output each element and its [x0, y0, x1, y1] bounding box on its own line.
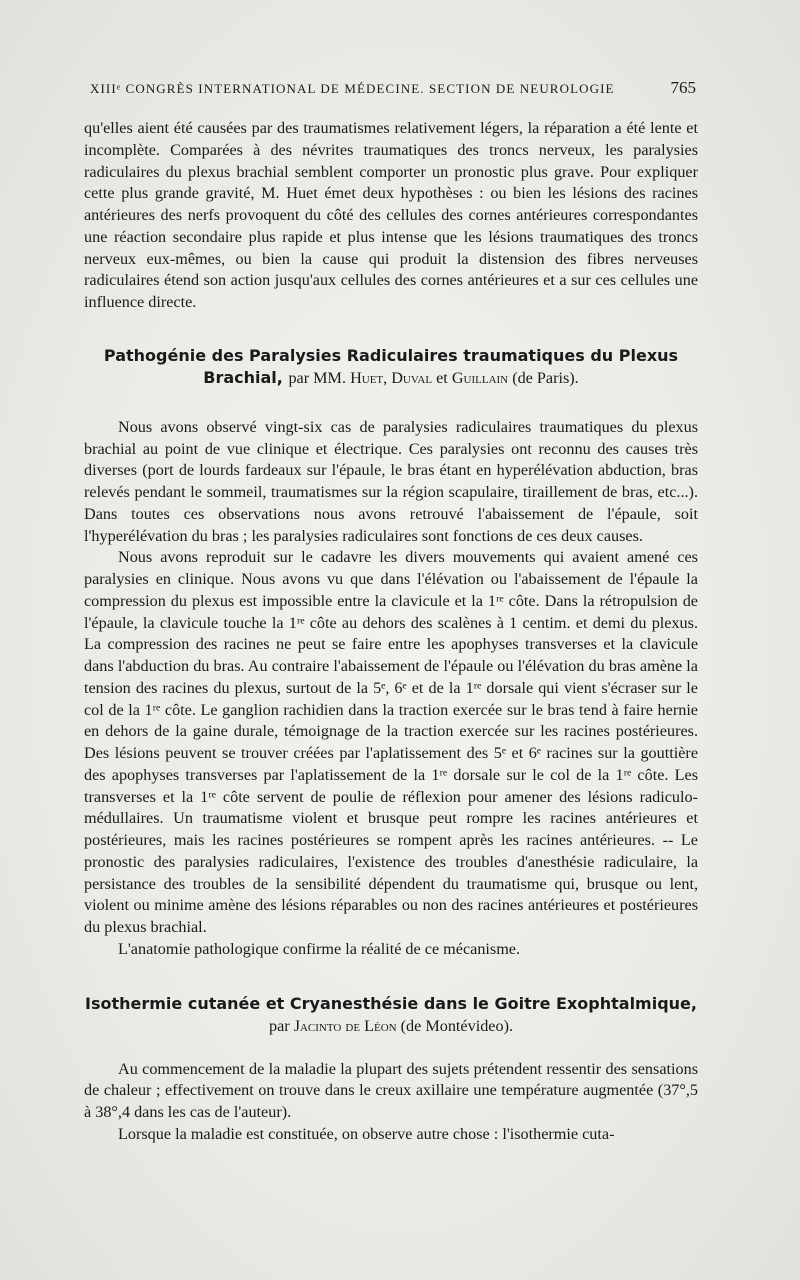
- author-name: Duval: [391, 368, 433, 387]
- author-name: Guillain: [451, 368, 509, 387]
- page-number: 765: [670, 78, 696, 97]
- article-body-isothermie: [84, 1059, 698, 1146]
- article-title: Pathogénie des Paralysies Radiculaires traumatiques du Plexus Brachial,: [103, 345, 679, 387]
- paragraph: L'anatomie pathologique confirme la réalité de ce mécanisme.: [118, 939, 521, 958]
- author-name: Jacinto de Léon: [293, 1016, 397, 1035]
- article-title: Isothermie cutanée et Cryanesthésie dans le Goitre Exophtalmique,: [85, 993, 697, 1013]
- article-heading-pathogenie: [84, 345, 698, 389]
- article-byline: par Jacinto de Léon (de Montévideo).: [268, 1016, 514, 1035]
- running-head: [90, 78, 696, 98]
- running-head-title: XIIIᵉ CONGRÈS INTERNATIONAL DE MÉDECINE. SECTION DE NEUROLOGIE: [90, 81, 615, 96]
- paragraph: Lorsque la maladie est constituée, on observe autre chose : l'isothermie cuta-: [118, 1124, 615, 1143]
- article-body-pathogenie: [84, 417, 698, 961]
- page-body: [84, 118, 698, 1146]
- author-name: Huet,: [350, 368, 388, 387]
- paragraph: Nous avons observé vingt-six cas de paralysies radiculaires traumatiques du plexus brachial au point de vue clinique et électrique. Ces paralysies ont reconnu des causes très diverses (port de lourds fardeaux sur l'épaule, le bras étant en hyperélévation abduction, bras relevés pendant le sommeil, traumatismes sur la région scapulaire, tiraillement de bras, etc...). Dans toutes ces observations nous avons retrouvé l'abaissement de l'épaule, soit l'hyperélévation du bras ; les paralysies radiculaires sont fonctions de ces deux causes.: [84, 417, 698, 545]
- article-heading-isothermie: [84, 993, 698, 1037]
- continued-paragraph: qu'elles aient été causées par des traumatismes relativement légers, la réparation a été lente et incomplète. Comparées à des névrites traumatiques des troncs nerveux, les paralysies radiculaires du plexus brachial semblent comporter un pronostic plus grave. Pour expliquer cette plus grande gravité, M. Huet émet deux hypothèses : ou bien les lésions des racines antérieures des nerfs provoquent du côté des cellules des cornes antérieures correspondantes une réaction secondaire plus rapide et plus intense que les lésions traumatiques des troncs nerveux eux-mêmes, ou bien la cause qui produit la distension des fibres nerveuses radiculaires étend son action jusqu'aux cellules des cornes antérieures et a sur ces cellules une influence directe.: [84, 119, 698, 311]
- article-byline: par MM. Huet, Duval et Guillain (de Paris).: [288, 368, 579, 387]
- paragraph: Au commencement de la maladie la plupart des sujets prétendent ressentir des sensations de chaleur ; effectivement on trouve dans le creux axillaire une température augmentée (37°,5 à 38°,4 dans les cas de l'auteur).: [84, 1059, 698, 1121]
- paragraph: Nous avons reproduit sur le cadavre les divers mouvements qui avaient amené ces paralysies en clinique. Nous avons vu que dans l'élévation ou l'abaissement de l'épaule la compression du plexus est impossible entre la clavicule et la 1ʳᵉ côte. Dans la rétropulsion de l'épaule, la clavicule touche la 1ʳᵉ côte au dehors des scalènes à 1 centim. et demi du plexus. La compression des racines ne peut se faire entre les apophyses transverses et la clavicule dans l'abduction du bras. Au contraire l'abaissement de l'épaule ou l'élévation du bras amène la tension des racines du plexus, surtout de la 5ᵉ, 6ᵉ et de la 1ʳᵉ dorsale qui vient s'écraser sur le col de la 1ʳᵉ côte. Le ganglion rachidien dans la traction exercée sur le bras tend à faire hernie en dehors de la gaine durale, témoignage de la traction exercée sur les racines postérieures. Des lésions peuvent se trouver créées par l'aplatissement des 5ᵉ et 6ᵉ racines sur la gouttière des apophyses transverses par l'aplatissement de la 1ʳᵉ dorsale sur le col de la 1ʳᵉ côte. Les transverses et la 1ʳᵉ côte servent de poulie de réflexion pour amener des lésions radiculo-médullaires. Un traumatisme violent et brusque peut rompre les racines antérieures et postérieures, mais les racines postérieures se rompent après les racines antérieures. -- Le pronostic des paralysies radiculaires, l'existence des troubles d'anesthésie radiculaire, la persistance des troubles de la sensibilité dépendent du traumatisme qui, brusque ou lent, violent ou minime amène des lésions réparables ou non des racines antérieures et postérieures du plexus brachial.: [84, 548, 698, 936]
